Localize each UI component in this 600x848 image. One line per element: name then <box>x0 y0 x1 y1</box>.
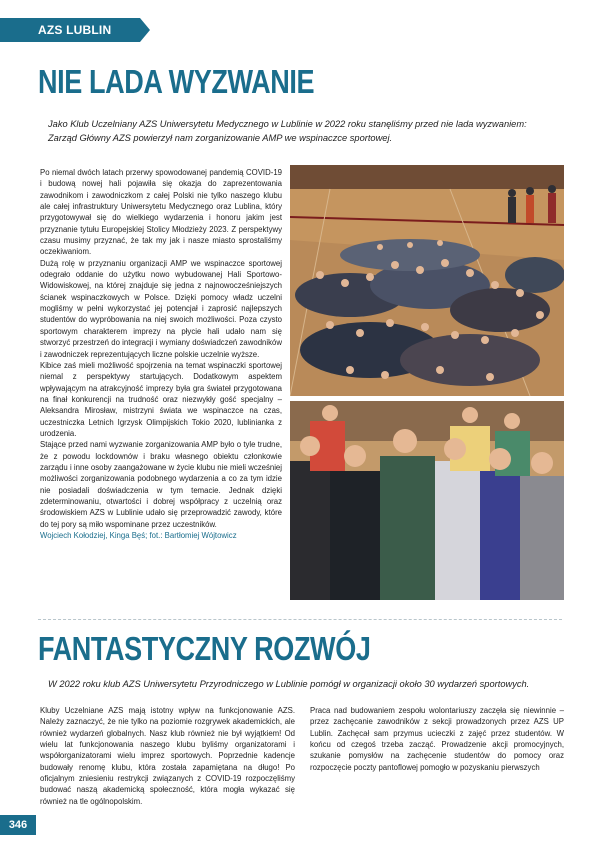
section-title-2: FANTASTYCZNY ROZWÓJ <box>38 630 371 667</box>
section-tag <box>0 18 140 42</box>
lead-paragraph-1 <box>48 117 568 145</box>
section-title-1: NIE LADA WYZWANIE <box>38 63 315 100</box>
photo-students <box>290 401 564 600</box>
article-column-1 <box>40 167 282 599</box>
article-column-2: Kluby Uczelniane AZS mają istotny wpływ na funkcjonowanie AZS. Należy zaznaczyć, że nie tylko na poziomie rozgrywek akademickich, ale również wydarzeń globalnych. Nasz klub również nie był wyjątkiem! Od wielu lat funkcjonowania naszego klubu byliśmy organizatorami i współorganizatorami wielu imprez sportowych. Poprzednie kadencje budowały renomę klubu, która została zapamiętana na długo! Po oficjalnym zniesieniu restrykcji związanych z COVID-19 rozpoczęliśmy budować naszą akademicką społeczność, która mogła wykazać się również na tle ogólnopolskim. <box>40 706 295 806</box>
page-number: 346 <box>0 815 36 835</box>
lead-paragraph-2: W 2022 roku klub AZS Uniwersytetu Przyrodniczego w Lublinie pomógł w organizacji około 30 wydarzeń sportowych. <box>48 679 530 689</box>
section-tag-label: AZS LUBLIN <box>38 23 112 37</box>
section-divider <box>38 619 562 620</box>
body-paragraph: Kibice zaś mieli możliwość spojrzenia na temat wspinaczki sportowej niemal z perspektywy startujących. Dodatkowym aspektem wpływającym na atrakcyjność imprezy była gra świateł przygotowana na finał konkurencji na trudność oraz niezwykły gość specjalny – Aleksandra Mirosław, mistrzyni świata we wspinaczce na czas, uczestniczka Letnich Igrzysk Olimpijskich Tokio 2020, lublinianka z urodzenia. <box>40 360 282 438</box>
photo-credit: Wojciech Kołodziej, Kinga Bęś; fot.: Bartłomiej Wójtowicz <box>40 531 237 540</box>
article-column-3: Praca nad budowaniem zespołu wolontariuszy zaczęła się niewinnie – przez zachęcanie zawodników z sekcji prowadzonych przez AZS UP Lublin. Zachęcał sam przymus ucieczki z zajęć przez studentów. W końcu od czegoś trzeba zacząć. Prowadzenie akcji promocyjnych, szukanie pomysłów na zachęcenie studentów do pomocy oraz rozpoczęcie poczty pantoflowej pomogło w pozyskaniu pierwszych <box>310 706 564 772</box>
body-paragraph: Po niemal dwóch latach przerwy spowodowanej pandemią COVID-19 i budową nowej hali pojawiła się okazja do zaprezentowania zawodnikom i zawodniczkom z całej Polski nie tylko naszego klubu ale całej infrastruktury Uniwersytetu Medycznego oraz Lublina, który przygotowywał się do wielkiego wydarzenia i honoru jakim jest przyznanie tytułu Europejskiej Stolicy Młodzieży 2023. Z perspektywy czasu musimy przyznać, że tak my jak i nasze miasto sprostaliśmy oczekiwaniom. <box>40 168 282 257</box>
body-paragraph: Dużą rolę w przyznaniu organizacji AMP we wspinaczce sportowej odegrało oddanie do użytku nowo wybudowanej Hali Sportowo-Widowiskowej, na której znajduje się jedna z najnowocześniejszych ścianek wspinaczkowych w Polsce. Dzięki pomocy władz uczelni mogliśmy w pełni wykorzystać jej potencjał i zaprosić najlepszych studentów do wypróbowania na niej swoich możliwości. Poza czysto sportowym charakterem imprezy na płycie hali udało nam się stworzyć przestrzeń do integracji i wymiany doświadczeń zawodników i zawodniczek reprezentujących liczne polskie uczelnie wyższe. <box>40 258 282 359</box>
lead-line-2: Zarząd Główny AZS powierzył nam zorganizowanie AMP we wspinaczce sportowej. <box>48 133 393 143</box>
body-paragraph: Stające przed nami wyzwanie zorganizowania AMP było o tyle trudne, że z powodu lockdownów i braku własnego obiektu członkowie zarządu i inne osoby zaangażowane w życie klubu nie mieli wcześniej możliwości zorganizowania podobnego wydarzenia a co za tym idzie nie posiadali doświadczenia w tym temacie. Jednak dzięki zdeterminowaniu, otwartości i dobrej współpracy z uczelnią oraz środowiskiem AZS w Lublinie udało się przeprowadzić zawody, które do tej pory są miło wspominane przez uczestników. <box>40 440 282 529</box>
photo-audience <box>290 165 564 396</box>
lead-line-1: Jako Klub Uczelniany AZS Uniwersytetu Medycznego w Lublinie w 2022 roku stanęliśmy przed nie lada wyzwaniem: <box>48 119 527 129</box>
